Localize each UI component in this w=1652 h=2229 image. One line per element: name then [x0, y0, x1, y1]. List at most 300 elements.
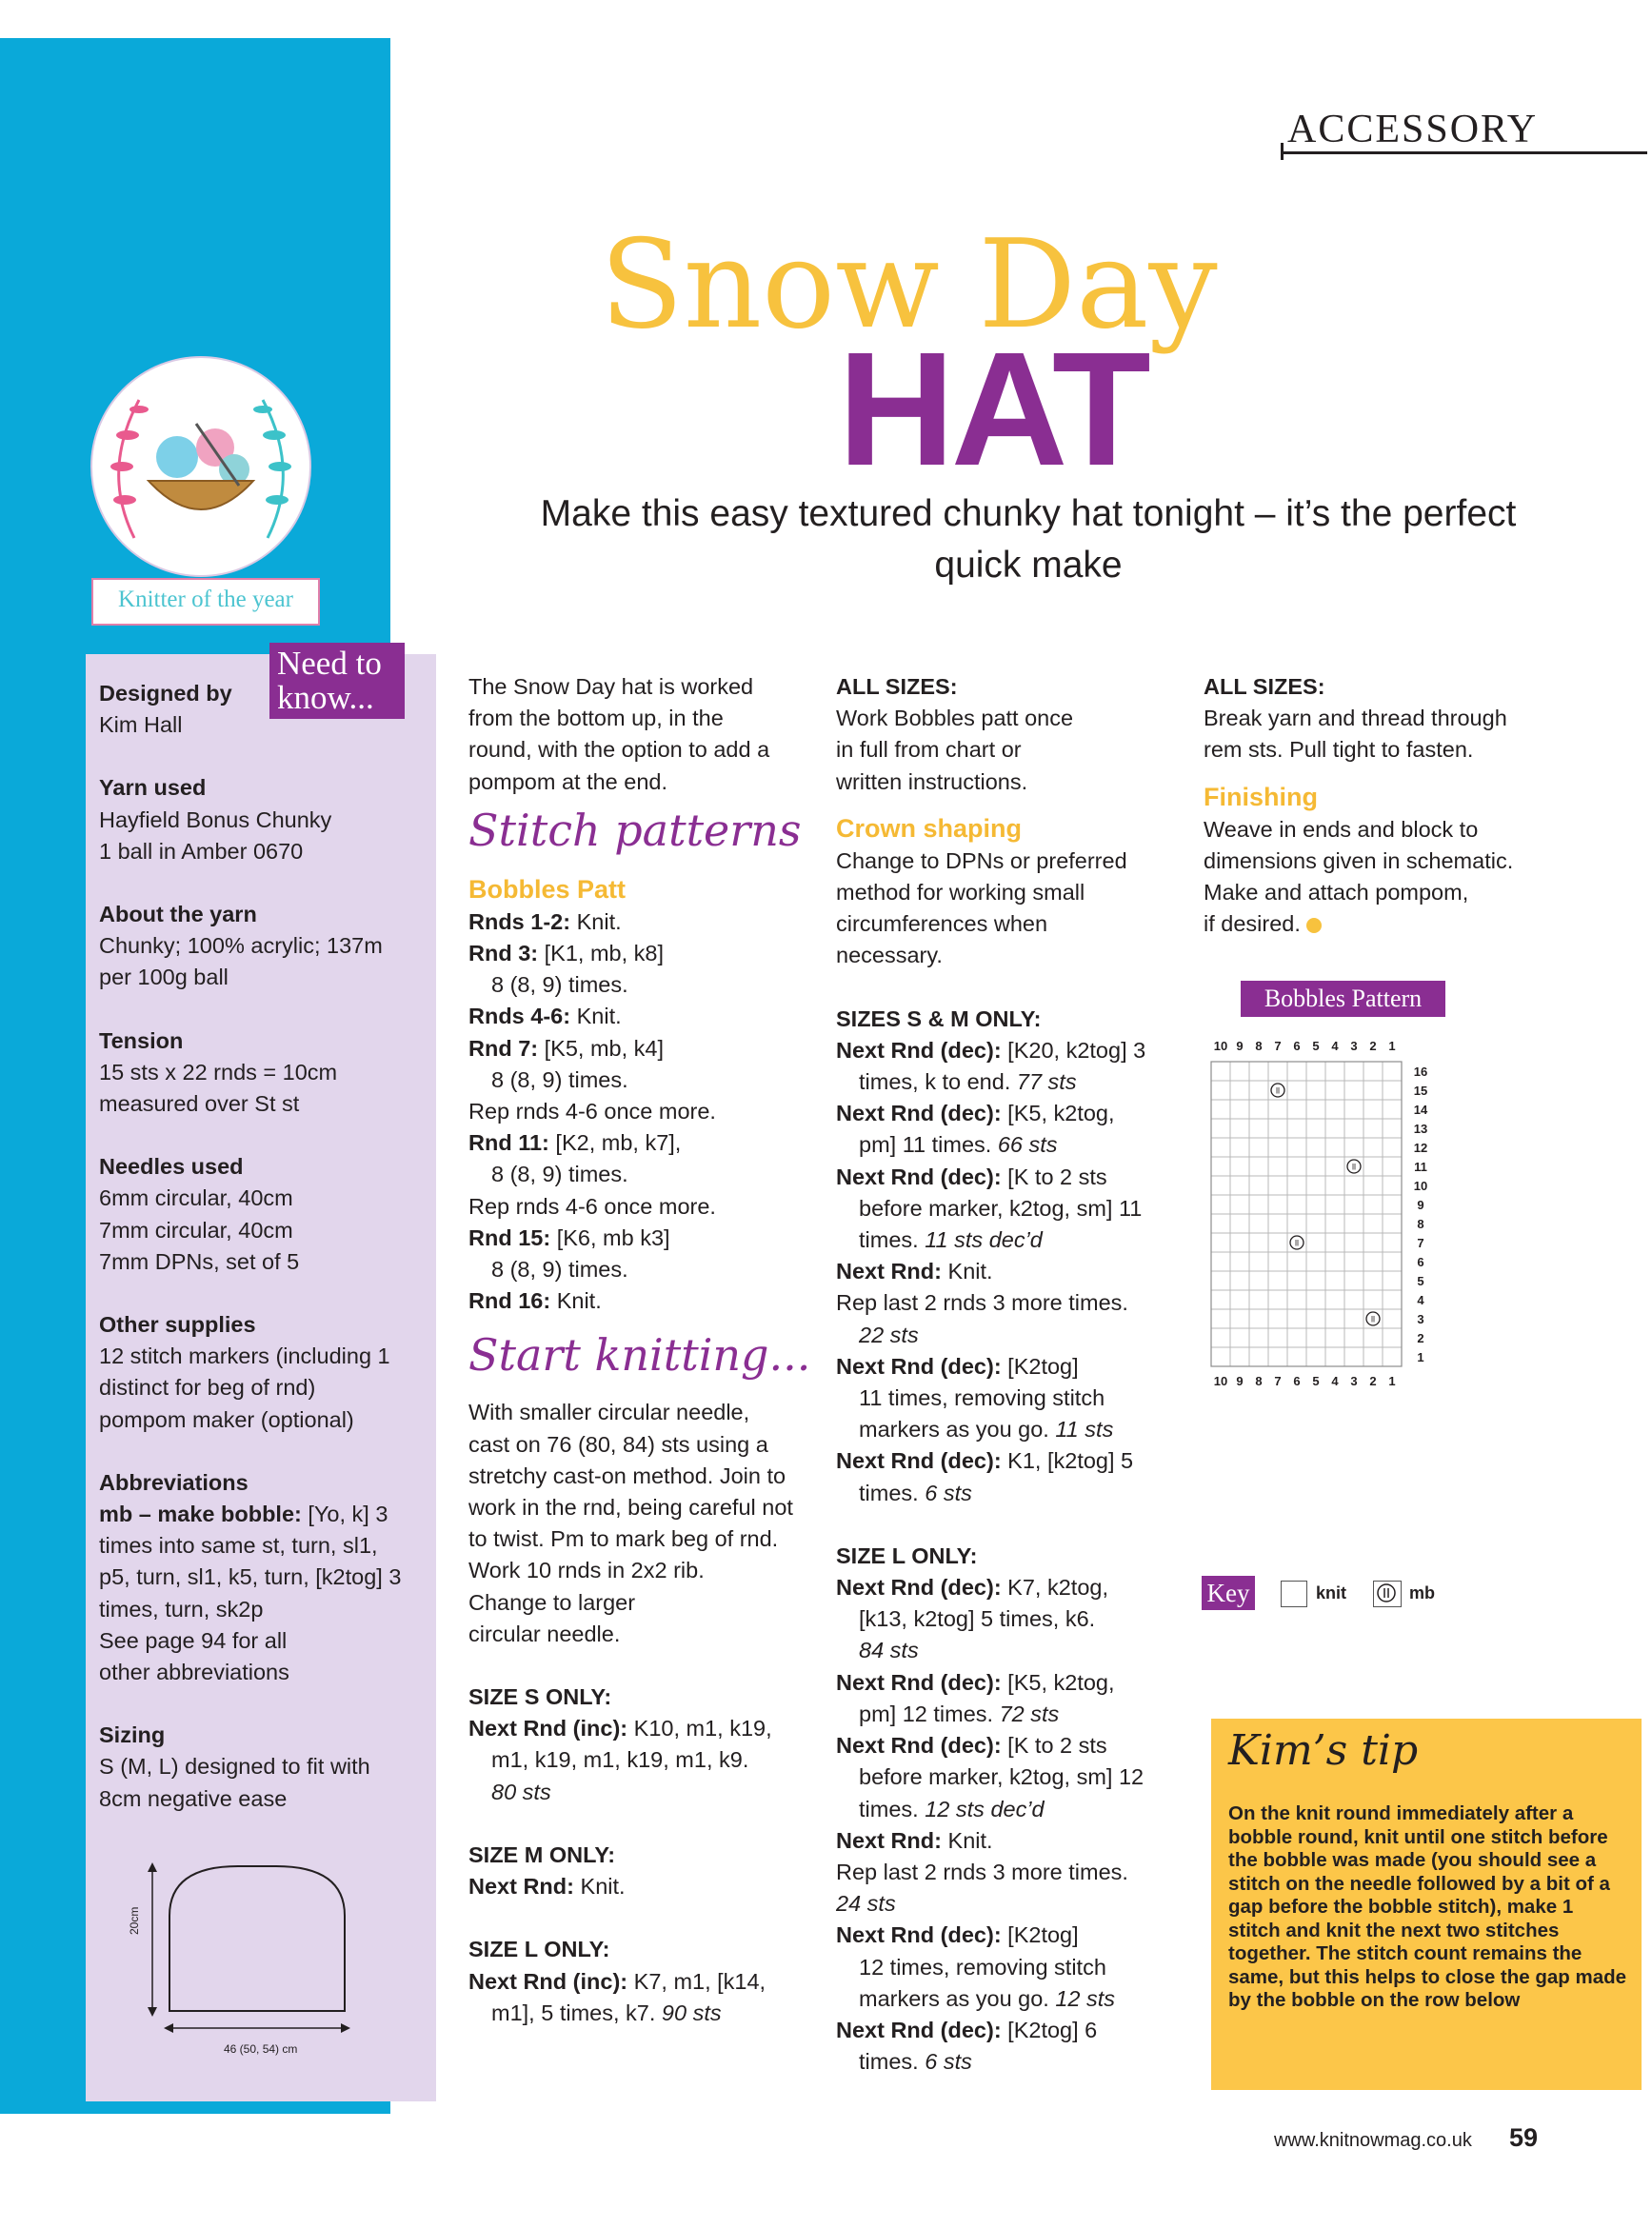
abbr-line: other abbreviations — [99, 1660, 289, 1685]
chart-row-label: 4 — [1417, 1293, 1424, 1307]
pattern-row: Rep last 2 rnds 3 more times. — [836, 1290, 1128, 1316]
chart-cell — [1344, 1271, 1363, 1290]
tension-line: measured over St st — [99, 1091, 300, 1117]
chart-cell — [1287, 1081, 1306, 1100]
chart-cell — [1249, 1195, 1268, 1214]
chart-cell — [1287, 1119, 1306, 1138]
chart-cell — [1363, 1157, 1383, 1176]
pattern-row: [k13, k2tog] 5 times, k6. — [859, 1606, 1096, 1632]
pattern-row: Next Rnd (inc): K10, m1, k19, — [468, 1716, 772, 1741]
chart-cell — [1325, 1195, 1344, 1214]
chart-cell — [1363, 1214, 1383, 1233]
chart-bobble-symbol: ll — [1295, 1238, 1299, 1248]
end-mark-icon — [1306, 918, 1322, 933]
about-yarn-line: Chunky; 100% acrylic; 137m — [99, 933, 383, 959]
chart-column-label: 6 — [1293, 1039, 1301, 1053]
stitch-count: 24 sts — [836, 1891, 896, 1917]
pattern-row: Next Rnd (dec): [K to 2 sts — [836, 1733, 1107, 1759]
pattern-row: times. 11 sts dec’d — [859, 1227, 1043, 1253]
chart-cell — [1287, 1195, 1306, 1214]
chart-cell — [1363, 1100, 1383, 1119]
chart-cell — [1268, 1252, 1287, 1271]
pattern-row: times. 6 sts — [859, 1480, 972, 1505]
chart-cell — [1211, 1100, 1230, 1119]
chart-cell — [1211, 1233, 1230, 1252]
pattern-row: Next Rnd (dec): [K to 2 sts — [836, 1164, 1107, 1189]
chart-bobble-symbol: ll — [1352, 1162, 1356, 1172]
size-l-heading: SIZE L ONLY: — [836, 1542, 978, 1568]
chart-cell — [1383, 1119, 1402, 1138]
schematic-width-label: 46 (50, 54) cm — [224, 2042, 298, 2056]
intro-line: round, with the option to add a — [468, 737, 770, 763]
text-line: rem sts. Pull tight to fasten. — [1204, 737, 1474, 763]
page-number: 59 — [1509, 2123, 1539, 2152]
chart-cell — [1268, 1195, 1287, 1214]
pattern-row: Rnd 7: [K5, mb, k4] — [468, 1035, 665, 1061]
key-knit-label: knit — [1316, 1583, 1347, 1602]
chart-cell — [1306, 1081, 1325, 1100]
bobbles-chart — [1202, 1033, 1487, 1566]
chart-column-label: 7 — [1274, 1039, 1282, 1053]
sizes-sm-heading: SIZES S & M ONLY: — [836, 1005, 1042, 1031]
chart-cell — [1230, 1100, 1249, 1119]
chart-cell — [1287, 1214, 1306, 1233]
chart-cell — [1211, 1081, 1230, 1100]
chart-cell — [1325, 1328, 1344, 1347]
pattern-row: times. 6 sts — [859, 2049, 972, 2075]
text-line: circumferences when — [836, 911, 1048, 937]
chart-column-label: 5 — [1312, 1374, 1320, 1388]
chart-cell — [1325, 1138, 1344, 1157]
chart-cell — [1230, 1062, 1249, 1081]
pattern-row: Next Rnd (dec): K1, [k2tog] 5 — [836, 1448, 1134, 1474]
pattern-row: Next Rnd (dec): [K2tog] — [836, 1922, 1079, 1948]
text-line: Make and attach pompom, — [1204, 880, 1469, 906]
chart-column-label: 8 — [1255, 1039, 1263, 1053]
chart-cell — [1344, 1176, 1363, 1195]
chart-cell — [1325, 1309, 1344, 1328]
subtitle-line: Make this easy textured chunky hat tonight – it’s the perfect — [540, 493, 1517, 534]
chart-cell — [1268, 1233, 1287, 1252]
pattern-row: Next Rnd (dec): [K5, k2tog, — [836, 1101, 1115, 1126]
chart-cell — [1211, 1157, 1230, 1176]
chart-cell — [1268, 1119, 1287, 1138]
abbr-line: See page 94 for all — [99, 1627, 288, 1653]
text-line: method for working small — [836, 880, 1085, 906]
chart-row-label: 15 — [1413, 1084, 1428, 1098]
about-yarn-line: per 100g ball — [99, 965, 229, 990]
chart-cell — [1211, 1271, 1230, 1290]
start-line: circular needle. — [468, 1621, 621, 1646]
text-line: necessary. — [836, 943, 943, 968]
all-sizes-heading: ALL SIZES: — [1204, 674, 1325, 699]
section-rule — [1281, 151, 1647, 154]
stitch-count: 84 sts — [859, 1638, 919, 1663]
abbreviations-label: Abbreviations — [99, 1469, 249, 1495]
subtitle — [495, 488, 1562, 591]
chart-cell — [1363, 1271, 1383, 1290]
pattern-row: 8 (8, 9) times. — [491, 1066, 628, 1092]
abbr-line: p5, turn, sl1, k5, turn, [k2tog] 3 — [99, 1564, 402, 1590]
need-to-know-sidebar — [86, 654, 436, 2101]
chart-cell — [1268, 1100, 1287, 1119]
supplies-line: pompom maker (optional) — [99, 1406, 354, 1432]
yarn-line: Hayfield Bonus Chunky — [99, 806, 332, 832]
chart-cell — [1325, 1214, 1344, 1233]
intro-line: The Snow Day hat is worked — [468, 674, 754, 699]
text-line: Weave in ends and block to — [1204, 816, 1479, 842]
chart-cell — [1268, 1328, 1287, 1347]
chart-cell — [1383, 1176, 1402, 1195]
chart-row-label: 1 — [1417, 1350, 1424, 1364]
chart-cell — [1325, 1176, 1344, 1195]
pattern-row: Rnds 4-6: Knit. — [468, 1004, 622, 1029]
chart-column-label: 10 — [1213, 1039, 1228, 1053]
heading-crown-shaping: Crown shaping — [836, 813, 1022, 843]
pattern-row: 8 (8, 9) times. — [491, 1162, 628, 1187]
chart-cell — [1383, 1309, 1402, 1328]
start-line: work in the rnd, being careful not — [468, 1495, 793, 1521]
pattern-row: before marker, k2tog, sm] 12 — [859, 1764, 1144, 1790]
chart-cell — [1306, 1176, 1325, 1195]
text-line: dimensions given in schematic. — [1204, 847, 1514, 873]
schematic-height-label: 20cm — [128, 1906, 141, 1935]
subtitle-line: quick make — [934, 545, 1123, 586]
chart-cell — [1383, 1100, 1402, 1119]
heading-bobbles-patt: Bobbles Patt — [468, 874, 627, 904]
heading-finishing: Finishing — [1204, 782, 1318, 811]
all-sizes-heading: ALL SIZES: — [836, 674, 958, 699]
start-line: With smaller circular needle, — [468, 1400, 750, 1425]
need-to-know-tab: Need to know... — [269, 643, 405, 719]
section-label: ACCESSORY — [1287, 108, 1539, 151]
chart-row-label: 6 — [1417, 1255, 1424, 1269]
chart-cell — [1249, 1081, 1268, 1100]
key-mb-label: mb — [1409, 1583, 1435, 1602]
chart-cell — [1287, 1309, 1306, 1328]
chart-cell — [1268, 1290, 1287, 1309]
chart-row-label: 2 — [1417, 1331, 1424, 1345]
chart-cell — [1383, 1138, 1402, 1157]
abbr-line: times, turn, sk2p — [99, 1596, 264, 1622]
chart-cell — [1306, 1214, 1325, 1233]
pattern-row: 11 times, removing stitch — [859, 1385, 1105, 1411]
text-line: in full from chart or — [836, 737, 1022, 763]
chart-cell — [1287, 1176, 1306, 1195]
chart-cell — [1287, 1271, 1306, 1290]
chart-cell — [1268, 1271, 1287, 1290]
chart-cell — [1306, 1347, 1325, 1366]
chart-cell — [1230, 1119, 1249, 1138]
text-line: Work Bobbles patt once — [836, 706, 1074, 731]
chart-cell — [1249, 1252, 1268, 1271]
chart-column-label: 3 — [1350, 1039, 1358, 1053]
intro-line: from the bottom up, in the — [468, 706, 724, 731]
chart-cell — [1230, 1233, 1249, 1252]
chart-cell — [1306, 1290, 1325, 1309]
chart-cell — [1344, 1309, 1363, 1328]
chart-cell — [1363, 1328, 1383, 1347]
pattern-row: markers as you go. 12 sts — [859, 1985, 1116, 2011]
title-script: Snow Day — [600, 214, 1218, 356]
supplies-line: 12 stitch markers (including 1 — [99, 1343, 390, 1369]
chart-cell — [1363, 1290, 1383, 1309]
supplies-line: distinct for beg of rnd) — [99, 1375, 316, 1401]
chart-cell — [1306, 1233, 1325, 1252]
chart-cell — [1306, 1138, 1325, 1157]
needles-line: 7mm circular, 40cm — [99, 1217, 293, 1243]
start-line: Work 10 rnds in 2x2 rib. — [468, 1558, 705, 1583]
chart-cell — [1230, 1214, 1249, 1233]
chart-cell — [1249, 1271, 1268, 1290]
chart-cell — [1325, 1233, 1344, 1252]
size-s-heading: SIZE S ONLY: — [468, 1684, 612, 1710]
chart-column-label: 3 — [1350, 1374, 1358, 1388]
chart-cell — [1383, 1252, 1402, 1271]
chart-row-label: 11 — [1414, 1160, 1427, 1174]
chart-cell — [1249, 1290, 1268, 1309]
pattern-row: Rnd 15: [K6, mb k3] — [468, 1224, 670, 1250]
chart-cell — [1363, 1195, 1383, 1214]
chart-cell — [1249, 1138, 1268, 1157]
footer-url: www.knitnowmag.co.uk — [1274, 2130, 1472, 2151]
sizing-label: Sizing — [99, 1722, 166, 1748]
pattern-row: Rnds 1-2: Knit. — [468, 908, 622, 934]
chart-cell — [1211, 1347, 1230, 1366]
kims-tip-box — [1211, 1719, 1642, 2090]
tip-body: On the knit round immediately after a bobble round, knit until one stitch before the bobble was made (you should see a stitch on the needle followed by a bit of a gap before the bobble stitch), make 1 stitch and knit the next two stitches together. The stitch count remains the same, but this helps to close the gap made by the bobble on the row below — [1228, 1802, 1627, 2011]
chart-cell — [1383, 1195, 1402, 1214]
chart-cell — [1268, 1347, 1287, 1366]
chart-cell — [1230, 1081, 1249, 1100]
chart-cell — [1363, 1176, 1383, 1195]
needles-line: 7mm DPNs, set of 5 — [99, 1248, 300, 1274]
chart-row-label: 3 — [1417, 1312, 1424, 1326]
chart-cell — [1287, 1062, 1306, 1081]
tension-label: Tension — [99, 1027, 184, 1053]
needles-line: 6mm circular, 40cm — [99, 1185, 293, 1211]
chart-cell — [1211, 1309, 1230, 1328]
page-title: HAT — [838, 319, 1147, 500]
chart-cell — [1325, 1062, 1344, 1081]
chart-column-label: 1 — [1388, 1374, 1396, 1388]
chart-row-label: 16 — [1413, 1065, 1428, 1079]
chart-column-label: 2 — [1369, 1039, 1377, 1053]
chart-column-label: 10 — [1213, 1374, 1228, 1388]
chart-cell — [1363, 1347, 1383, 1366]
chart-column-label: 9 — [1236, 1039, 1244, 1053]
chart-cell — [1344, 1195, 1363, 1214]
chart-column-label: 2 — [1369, 1374, 1377, 1388]
chart-cell — [1268, 1138, 1287, 1157]
chart-cell — [1383, 1157, 1402, 1176]
knitter-of-year-label: Knitter of the year — [91, 578, 320, 626]
size-l-heading: SIZE L ONLY: — [468, 1937, 610, 1962]
chart-cell — [1306, 1100, 1325, 1119]
chart-cell — [1249, 1062, 1268, 1081]
chart-cell — [1287, 1157, 1306, 1176]
chart-cell — [1211, 1214, 1230, 1233]
chart-cell — [1383, 1081, 1402, 1100]
chart-cell — [1249, 1214, 1268, 1233]
chart-cell — [1383, 1062, 1402, 1081]
chart-cell — [1211, 1119, 1230, 1138]
chart-cell — [1383, 1271, 1402, 1290]
chart-cell — [1306, 1195, 1325, 1214]
chart-cell — [1325, 1119, 1344, 1138]
designer-name: Kim Hall — [99, 712, 183, 738]
chart-cell — [1383, 1328, 1402, 1347]
pattern-row: times, k to end. 77 sts — [859, 1069, 1077, 1095]
column-2 — [836, 671, 1179, 2078]
chart-cell — [1325, 1157, 1344, 1176]
chart-cell — [1344, 1119, 1363, 1138]
chart-cell — [1211, 1328, 1230, 1347]
chart-cell — [1268, 1214, 1287, 1233]
key-knit-symbol — [1281, 1581, 1307, 1607]
stitch-count: 80 sts — [491, 1779, 551, 1804]
chart-cell — [1268, 1062, 1287, 1081]
pattern-row: m1, k19, m1, k19, m1, k9. — [491, 1747, 749, 1773]
chart-column-label: 5 — [1312, 1039, 1320, 1053]
chart-title: Bobbles Pattern — [1241, 981, 1445, 1017]
column-1 — [468, 671, 811, 2029]
intro-line: pompom at the end. — [468, 768, 668, 794]
chart-cell — [1230, 1347, 1249, 1366]
abbreviation-mb — [99, 1499, 428, 1530]
sizing-line: 8cm negative ease — [99, 1785, 288, 1811]
pattern-row: Next Rnd (dec): [K2tog] 6 — [836, 2017, 1098, 2042]
chart-cell — [1230, 1290, 1249, 1309]
abbr-mb-text: [Yo, k] 3 — [301, 1502, 388, 1527]
pattern-row: pm] 11 times. 66 sts — [859, 1132, 1058, 1158]
text-line: written instructions. — [836, 768, 1028, 794]
chart-column-label: 4 — [1331, 1039, 1339, 1053]
chart-column-label: 1 — [1388, 1039, 1396, 1053]
chart-cell — [1268, 1176, 1287, 1195]
chart-cell — [1363, 1233, 1383, 1252]
chart-cell — [1363, 1252, 1383, 1271]
pattern-row: before marker, k2tog, sm] 11 — [859, 1195, 1143, 1221]
chart-cell — [1211, 1138, 1230, 1157]
pattern-row: Rep rnds 4-6 once more. — [468, 1099, 716, 1124]
text-line: if desired. — [1204, 908, 1584, 940]
text-line: Change to DPNs or preferred — [836, 847, 1127, 873]
chart-cell — [1325, 1252, 1344, 1271]
chart-cell — [1363, 1138, 1383, 1157]
start-line: Change to larger — [468, 1589, 636, 1615]
chart-cell — [1230, 1328, 1249, 1347]
chart-cell — [1363, 1081, 1383, 1100]
pattern-row: 8 (8, 9) times. — [491, 972, 628, 998]
chart-cell — [1363, 1062, 1383, 1081]
chart-row-label: 7 — [1417, 1236, 1424, 1250]
chart-cell — [1344, 1100, 1363, 1119]
chart-cell — [1230, 1309, 1249, 1328]
chart-cell — [1325, 1347, 1344, 1366]
chart-cell — [1249, 1157, 1268, 1176]
chart-cell — [1344, 1062, 1363, 1081]
chart-row-label: 10 — [1413, 1179, 1428, 1193]
chart-cell — [1344, 1347, 1363, 1366]
chart-cell — [1287, 1328, 1306, 1347]
chart-cell — [1211, 1176, 1230, 1195]
pattern-row: m1], 5 times, k7. 90 sts — [491, 2000, 722, 2025]
pattern-row: Next Rnd: Knit. — [468, 1874, 626, 1900]
chart-cell — [1230, 1157, 1249, 1176]
chart-column-label: 4 — [1331, 1374, 1339, 1388]
designed-by-label: Designed by — [99, 681, 232, 706]
chart-cell — [1249, 1328, 1268, 1347]
chart-cell — [1211, 1062, 1230, 1081]
chart-cell — [1344, 1214, 1363, 1233]
start-line: cast on 76 (80, 84) sts using a — [468, 1431, 768, 1457]
chart-cell — [1287, 1252, 1306, 1271]
needles-label: Needles used — [99, 1154, 244, 1180]
pattern-row: Rnd 3: [K1, mb, k8] — [468, 941, 665, 966]
chart-column-label: 7 — [1274, 1374, 1282, 1388]
pattern-row: markers as you go. 11 sts — [859, 1417, 1114, 1443]
pattern-row: 8 (8, 9) times. — [491, 1257, 628, 1283]
about-yarn-label: About the yarn — [99, 902, 257, 927]
chart-cell — [1363, 1119, 1383, 1138]
pattern-row: times. 12 sts dec’d — [859, 1796, 1045, 1821]
chart-row-label: 13 — [1413, 1122, 1428, 1136]
chart-cell — [1325, 1290, 1344, 1309]
chart-cell — [1306, 1309, 1325, 1328]
chart-cell — [1306, 1062, 1325, 1081]
chart-cell — [1325, 1081, 1344, 1100]
supplies-label: Other supplies — [99, 1312, 256, 1338]
sizing-line: S (M, L) designed to fit with — [99, 1754, 370, 1780]
pattern-row: Next Rnd: Knit. — [836, 1827, 993, 1853]
chart-cell — [1230, 1252, 1249, 1271]
chart-cell — [1344, 1252, 1363, 1271]
tip-title: Kim’s tip — [1228, 1726, 1419, 1775]
chart-cell — [1287, 1347, 1306, 1366]
chart-cell — [1249, 1309, 1268, 1328]
chart-cell — [1211, 1195, 1230, 1214]
pattern-row: Next Rnd (dec): [K2tog] — [836, 1353, 1079, 1379]
tension-line: 15 sts x 22 rnds = 10cm — [99, 1059, 338, 1085]
chart-cell — [1306, 1328, 1325, 1347]
chart-cell — [1249, 1100, 1268, 1119]
yarn-used-label: Yarn used — [99, 775, 207, 801]
chart-cell — [1383, 1347, 1402, 1366]
chart-cell — [1230, 1271, 1249, 1290]
heading-stitch-patterns: Stitch patterns — [468, 804, 802, 856]
chart-column-label: 8 — [1255, 1374, 1263, 1388]
chart-column-label: 6 — [1293, 1374, 1301, 1388]
chart-cell — [1306, 1252, 1325, 1271]
pattern-row: pm] 12 times. 72 sts — [859, 1701, 1060, 1726]
chart-cell — [1344, 1233, 1363, 1252]
chart-cell — [1230, 1138, 1249, 1157]
start-line: to twist. Pm to mark beg of rnd. — [468, 1526, 779, 1552]
chart-cell — [1249, 1347, 1268, 1366]
chart-row-label: 5 — [1417, 1274, 1424, 1288]
abbr-line: times into same st, turn, sl1, — [99, 1533, 378, 1559]
chart-cell — [1344, 1328, 1363, 1347]
chart-cell — [1268, 1157, 1287, 1176]
chart-cell — [1287, 1290, 1306, 1309]
chart-cell — [1306, 1119, 1325, 1138]
chart-row-label: 14 — [1413, 1103, 1428, 1117]
chart-cell — [1325, 1271, 1344, 1290]
heading-start-knitting: Start knitting... — [468, 1329, 811, 1382]
chart-row-label: 8 — [1417, 1217, 1424, 1231]
size-m-heading: SIZE M ONLY: — [468, 1841, 616, 1867]
